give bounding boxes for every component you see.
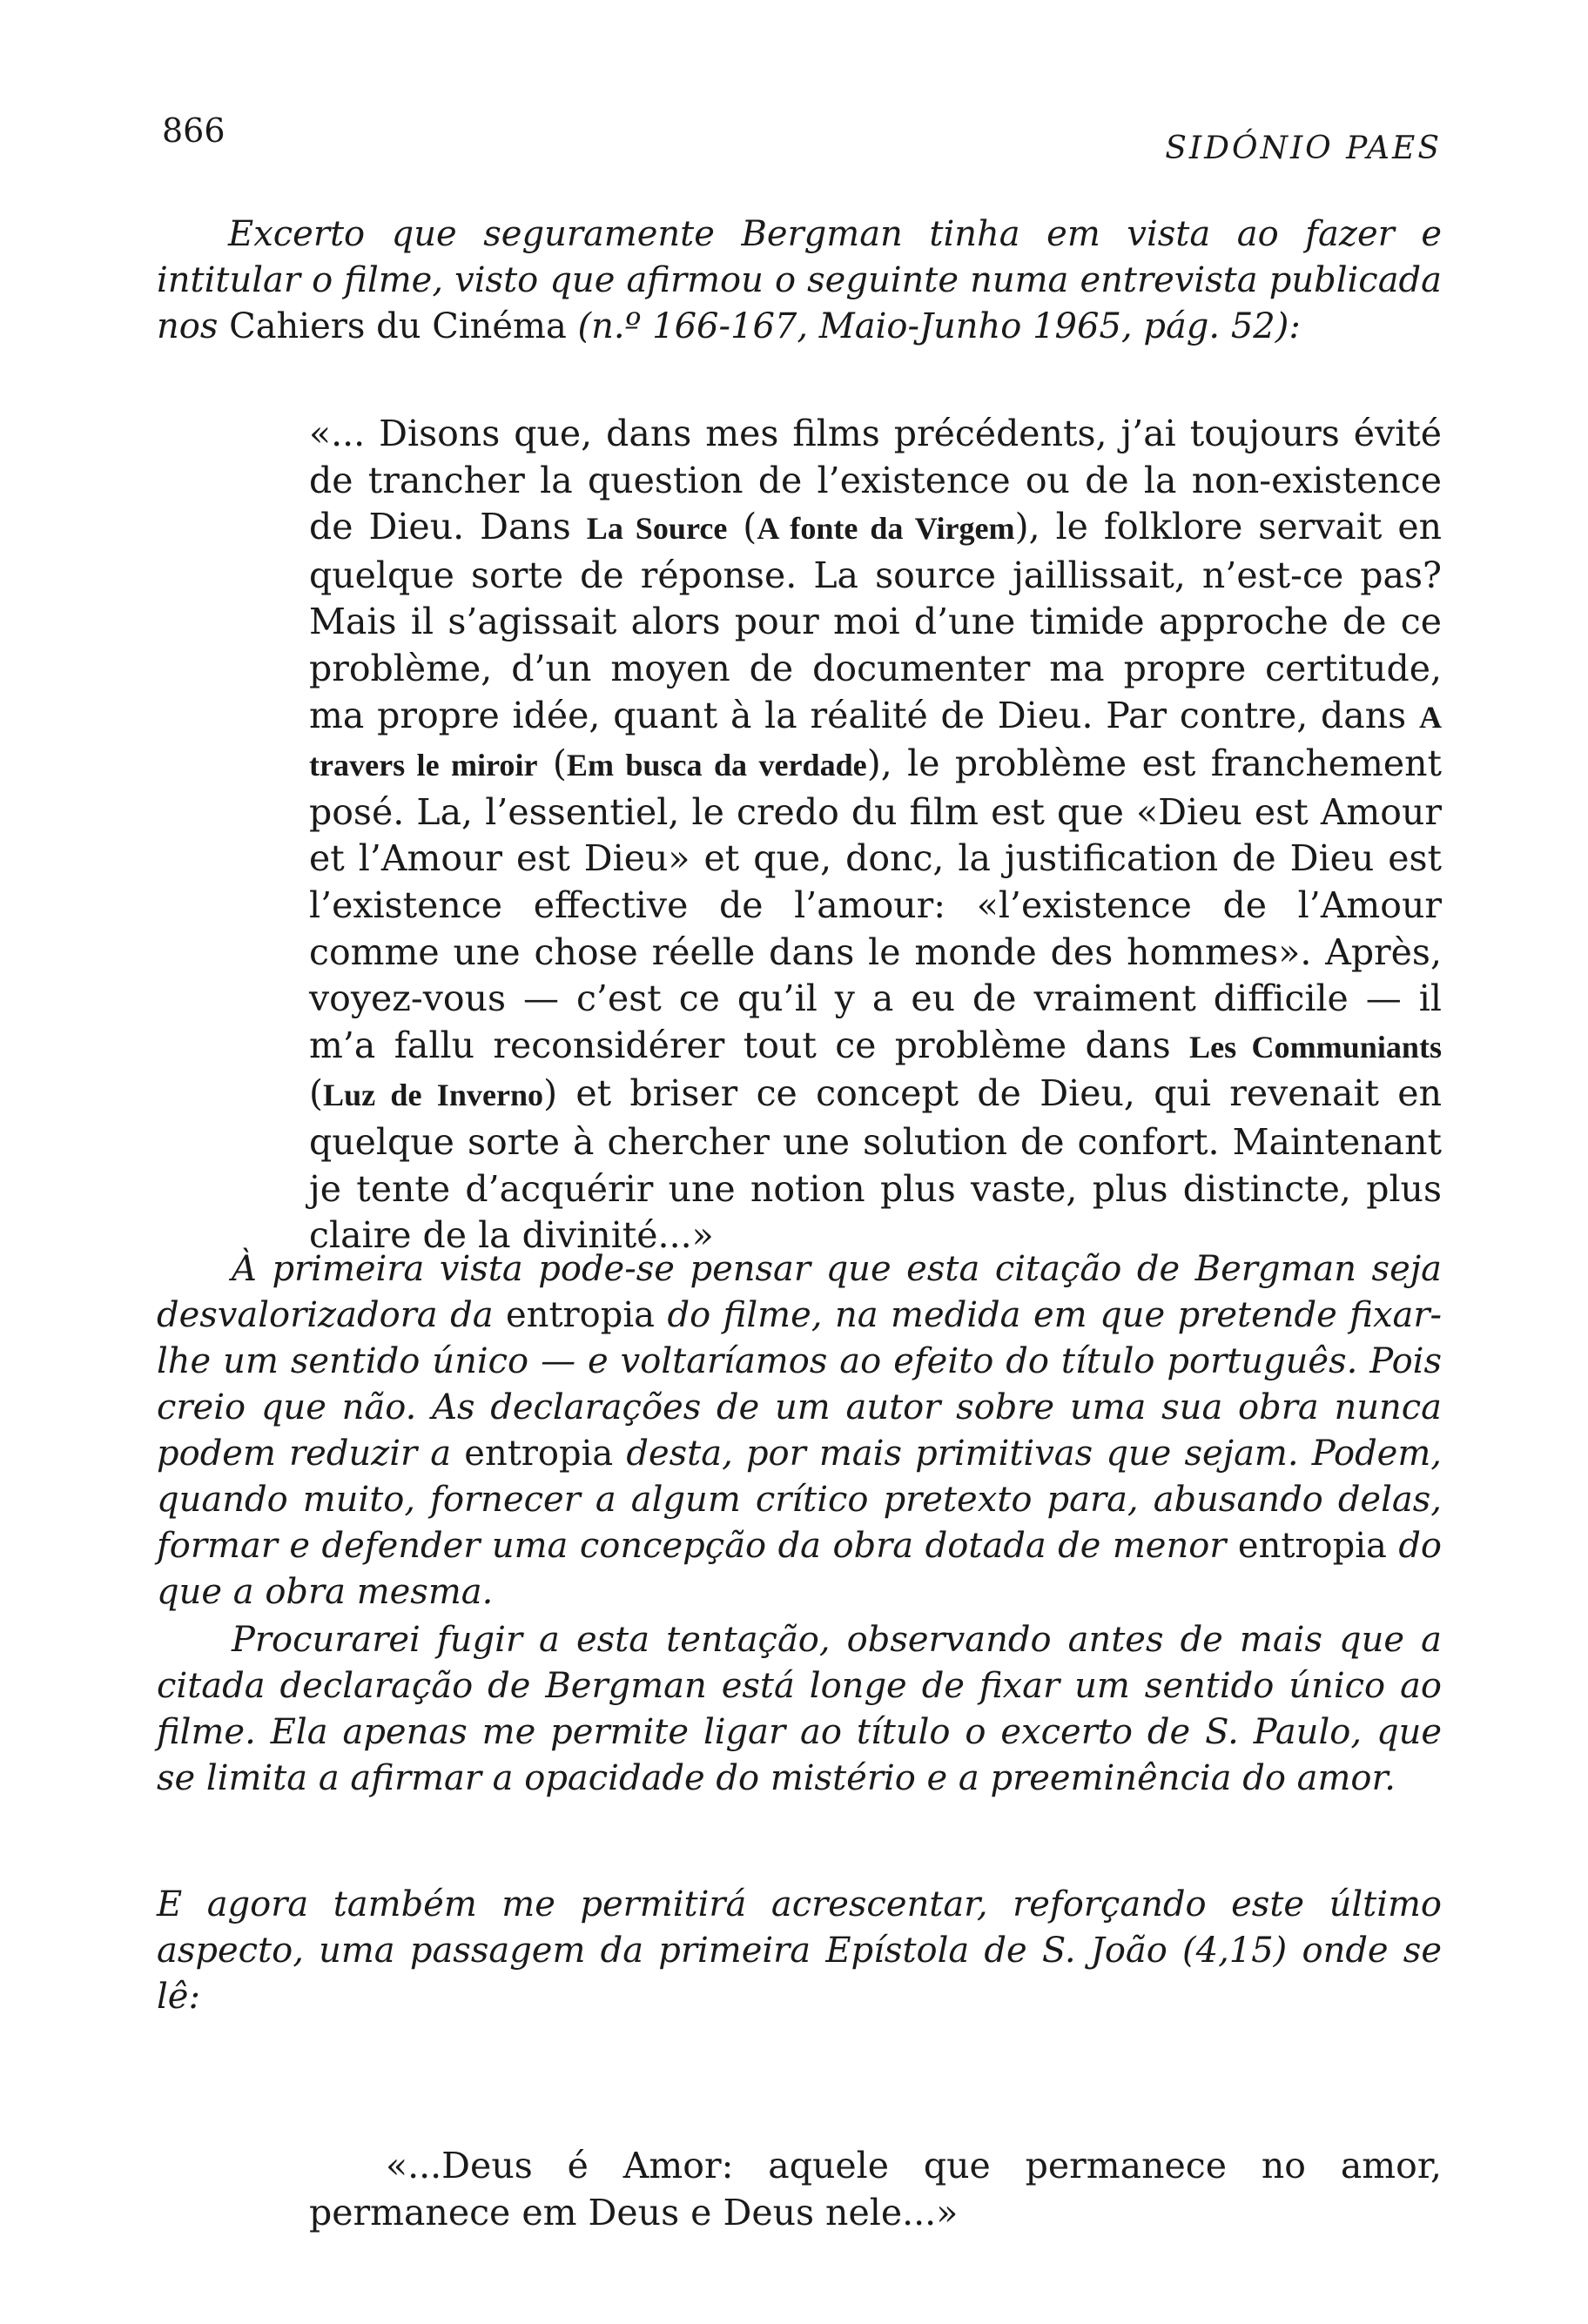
paragraph-temptation: Procurarei fugir a esta tentação, observando antes de mais que a citada declaração de Bergman está longe de fixar um sentido único ao filme. Ela apenas me permite ligar ao título o excerto de S. Paulo, que se limita a afirmar a opacidade do mistério e a preeminência do amor. — [157, 1620, 1442, 1798]
film-title-les-communiants: Les Communiants — [1189, 1029, 1442, 1065]
paragraph-intro — [157, 212, 1442, 350]
commentary-block — [157, 1246, 1442, 1802]
term-entropia-3: entropia — [1226, 1526, 1399, 1566]
term-entropia-2: entropia — [451, 1434, 627, 1474]
commentary-text-3: desta, por mais primitivas que sejam. Podem, quando muito, fornecer a algum crítico pretexto para, abusando delas, formar e defender uma concepção da obra dotada de menor — [157, 1434, 1442, 1566]
paragraph-commentary — [157, 1246, 1442, 1615]
paragraph-epistle: E agora também me permitirá acrescentar, reforçando este último aspecto, uma passagem da primeira Epístola de S. João (4,15) onde se lê: — [157, 1884, 1442, 2017]
quote-text-4: ( — [537, 742, 567, 785]
quote-text-6: ( — [309, 1072, 323, 1115]
epistle-quote — [309, 2143, 1442, 2236]
film-title-em-busca-da-verdade: Em busca da verdade — [566, 748, 867, 783]
quote-text-1: «... Disons que, dans mes films précédents, j’ai toujours évité de trancher la question de l’existence ou de la non-existence de Dieu. Dans — [309, 413, 1442, 548]
epistle-quote-text: «...Deus é Amor: aquele que permanece no amor, permanece em Deus e Deus nele...» — [309, 2145, 1442, 2233]
film-title-a-fonte-da-virgem: A fonte da Virgem — [757, 511, 1015, 547]
commentary-text-4: do que a obra mesma. — [157, 1526, 1442, 1612]
page-number: 866 — [162, 111, 225, 150]
intro-citation: (n.º 166-167, Maio-Junho 1965, pág. 52): — [577, 306, 1301, 346]
term-entropia-1: entropia — [493, 1295, 668, 1335]
quote-text-5: ), le problème est franchement posé. La, l’essentiel, le credo du film est que «Dieu est Amour et l’Amour est Dieu» et que, donc, la justification de Dieu est l’existence effective de l’amour: «l’existence de l’Amour comme une chose réelle dans le monde des hommes». Après, voyez-vous — c’est ce qu’il y a eu de vraiment difficile — il m’a fallu reconsidérer tout ce problème dans — [309, 742, 1443, 1066]
quote-text-2: ( — [727, 506, 757, 548]
quote-text-3: ), le folklore servait en quelque sorte de réponse. La source jaillissait, n’est-ce pas? Mais il s’agissait alors pour moi d’une timide approche de ce problème, d’un moyen de documenter ma propre certitude, ma propre idée, quant à la réalité de Dieu. Par contre, dans — [309, 506, 1443, 736]
commentary-text-1: À primeira vista pode-se pensar que esta citação de Bergman seja desvalorizadora da — [157, 1249, 1442, 1335]
page-header — [162, 104, 1442, 166]
film-title-a-travers-le-miroir: A travers le miroir — [309, 699, 1442, 783]
bergman-quote — [309, 411, 1442, 1259]
film-title-la-source: La Source — [586, 511, 728, 547]
film-title-luz-de-inverno: Luz de Inverno — [323, 1078, 544, 1113]
intro-text-1: Excerto que seguramente Bergman tinha em vista ao fazer e intitular o filme, visto que afirmou o seguinte numa entrevista publicada nos — [157, 214, 1442, 346]
quote-text-7: ) et briser ce concept de Dieu, qui revenait en quelque sorte à chercher une solution de confort. Maintenant je tente d’acquérir une notion plus vaste, plus distincte, plus claire de la divinité...» — [309, 1072, 1442, 1257]
commentary-text-2: do filme, na medida em que pretende fixar-lhe um sentido único — e voltaríamos ao efeito do título português. Pois creio que não. As declarações de um autor sobre uma sua obra nunca podem reduzir a — [157, 1295, 1442, 1474]
journal-title: Cahiers du Cinéma — [218, 306, 578, 346]
running-head: SIDÓNIO PAES — [1165, 131, 1442, 166]
